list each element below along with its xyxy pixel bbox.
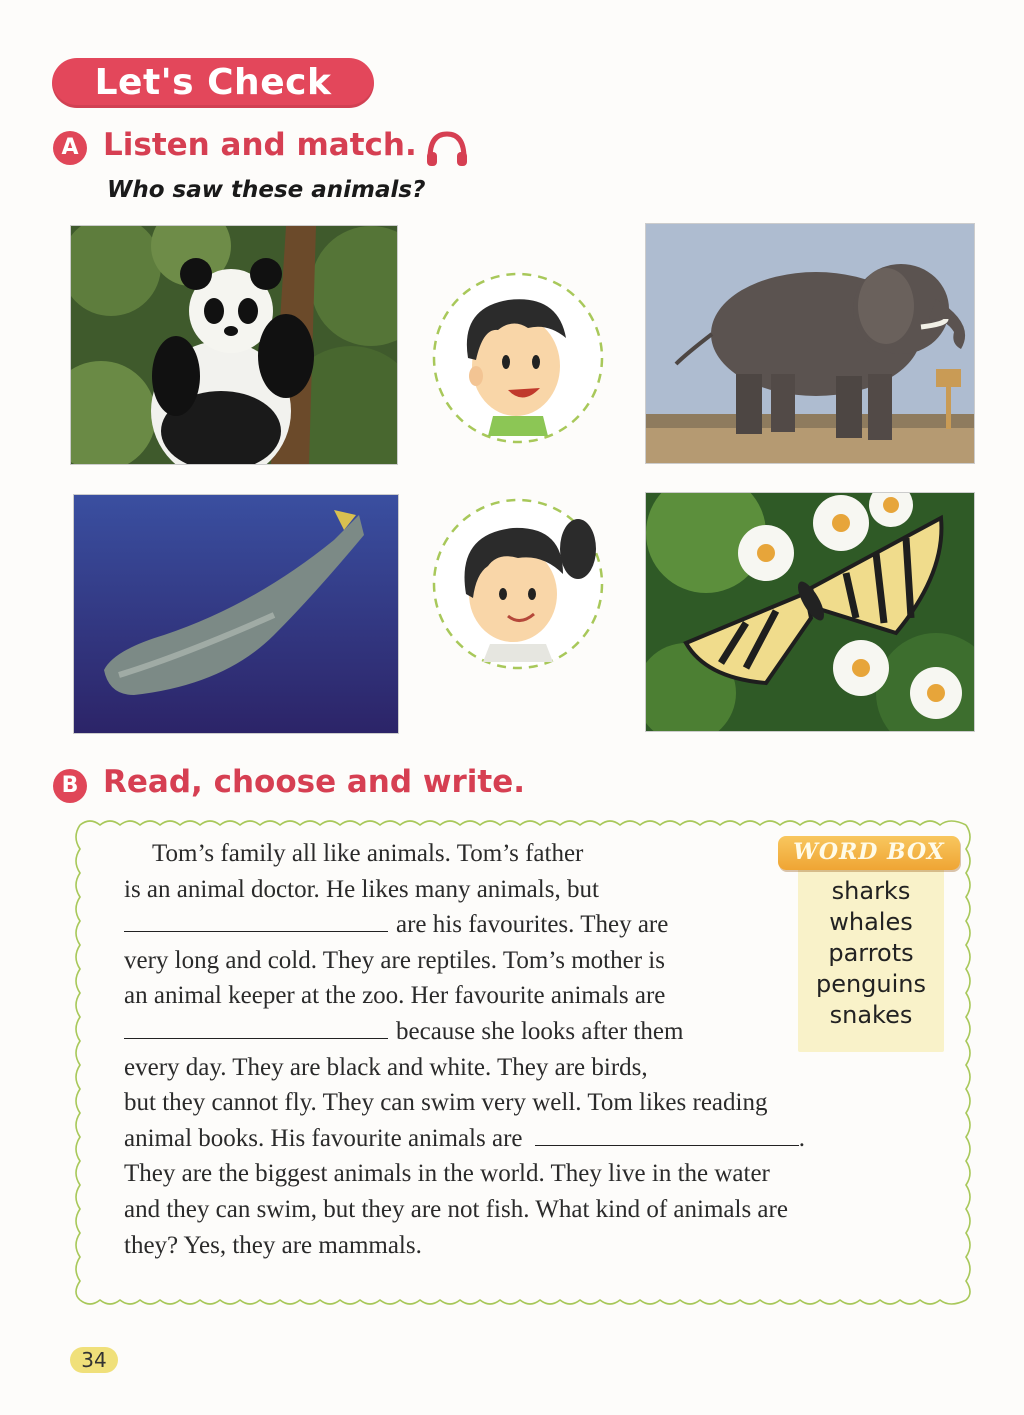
passage-line: animal books. His favourite animals are — [124, 1124, 523, 1152]
answer-blank-2[interactable] — [124, 1016, 388, 1039]
passage-line: and they can swim, but they are not fish. What kind of animals are — [124, 1195, 788, 1223]
word-option[interactable]: whales — [829, 908, 913, 936]
passage-line: Tom’s family all like animals. Tom’s father — [152, 840, 584, 867]
reading-passage — [124, 836, 924, 1263]
whale-photo[interactable] — [73, 494, 399, 734]
passage-line: because she looks after them — [396, 1017, 684, 1045]
headphones-icon[interactable] — [424, 128, 470, 168]
passage-line: every day. They are black and white. They are birds, — [124, 1053, 648, 1081]
section-a-title: Listen and match. — [103, 127, 417, 163]
panda-photo[interactable] — [70, 225, 398, 465]
passage-line: they? Yes, they are mammals. — [124, 1231, 422, 1259]
lets-check-banner — [52, 58, 374, 108]
word-option[interactable]: penguins — [815, 970, 927, 998]
elephant-photo[interactable] — [645, 223, 975, 464]
passage-line: is an animal doctor. He likes many animals, but — [124, 875, 599, 903]
page-number: 34 — [70, 1347, 118, 1373]
word-option[interactable]: sharks — [831, 877, 911, 905]
passage-line: very long and cold. They are reptiles. Tom’s mother is — [124, 946, 665, 974]
section-b-badge: B — [53, 769, 87, 803]
answer-blank-3[interactable] — [535, 1123, 799, 1146]
page-title: Let's Check — [94, 62, 332, 103]
girl-face[interactable] — [428, 494, 608, 674]
blank-end-punct: . — [798, 1124, 805, 1152]
passage-line: are his favourites. They are — [396, 911, 669, 939]
section-b-title: Read, choose and write. — [103, 764, 526, 800]
section-a-subtitle: Who saw these animals? — [107, 177, 426, 203]
boy-face[interactable] — [428, 268, 608, 448]
passage-line: They are the biggest animals in the world. They live in the water — [124, 1160, 770, 1188]
answer-blank-1[interactable] — [124, 909, 388, 932]
word-option[interactable]: snakes — [829, 1001, 913, 1029]
passage-line: an animal keeper at the zoo. Her favourite animals are — [124, 982, 666, 1010]
word-box-label: WORD BOX — [778, 836, 960, 870]
passage-line: but they cannot fly. They can swim very well. Tom likes reading — [124, 1089, 768, 1117]
butterfly-photo[interactable] — [645, 492, 975, 732]
section-a-badge: A — [53, 131, 87, 165]
word-option[interactable]: parrots — [828, 939, 914, 967]
